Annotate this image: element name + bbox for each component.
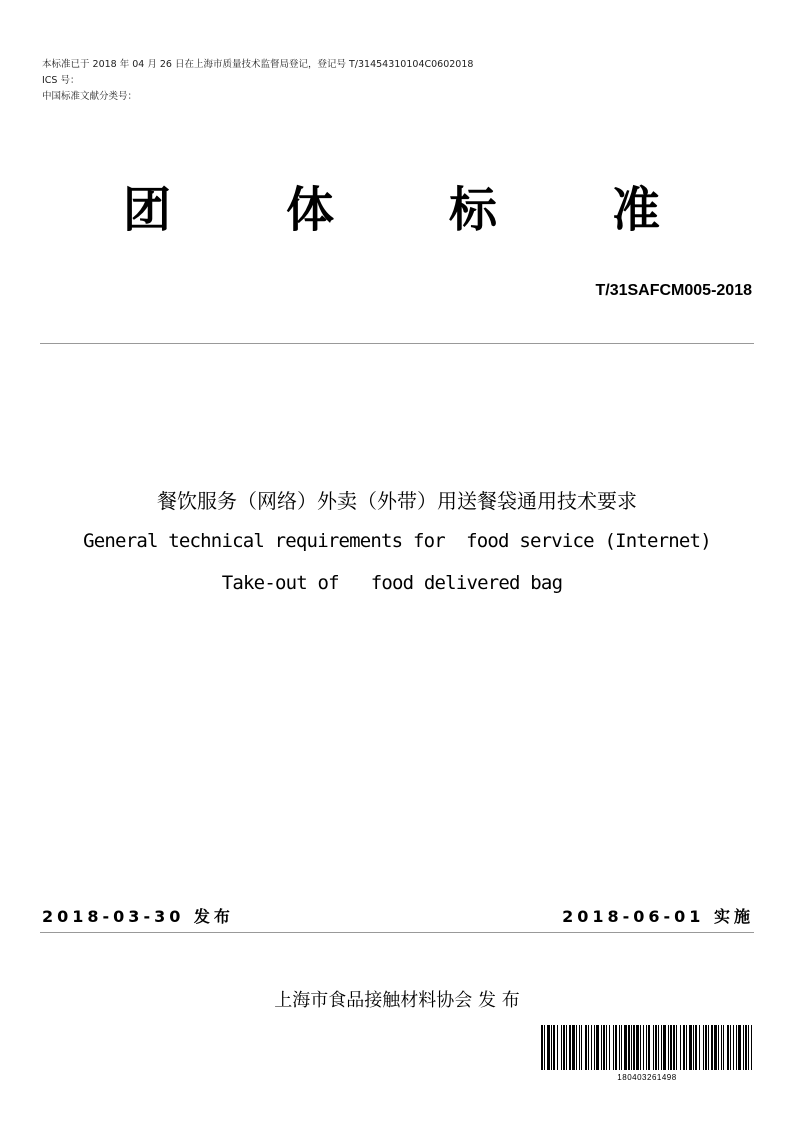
standard-code: T/31SAFCM005-2018 bbox=[595, 282, 752, 299]
barcode-bar bbox=[609, 1025, 610, 1070]
barcode-bar bbox=[576, 1025, 577, 1070]
barcode-bar bbox=[643, 1025, 644, 1070]
barcode-bar bbox=[693, 1025, 694, 1070]
barcode-bar bbox=[683, 1025, 685, 1070]
barcode-bar bbox=[646, 1025, 647, 1070]
barcode-bar bbox=[553, 1025, 555, 1070]
barcode-bar bbox=[631, 1025, 632, 1070]
title-char: 标 bbox=[449, 182, 498, 238]
barcode-bar bbox=[676, 1025, 677, 1070]
barcode-bar bbox=[686, 1025, 687, 1070]
barcode-bar bbox=[745, 1025, 747, 1070]
barcode-bar bbox=[680, 1025, 681, 1070]
barcode-bar bbox=[661, 1025, 662, 1070]
barcode-bar bbox=[621, 1025, 622, 1070]
barcode-bar bbox=[544, 1025, 545, 1070]
barcode-bar bbox=[588, 1025, 589, 1070]
barcode-bar bbox=[557, 1025, 558, 1070]
barcode-bar bbox=[711, 1025, 713, 1070]
barcode-bar bbox=[703, 1025, 704, 1070]
barcode-bar bbox=[727, 1025, 729, 1070]
barcode-bar bbox=[708, 1025, 709, 1070]
barcode-bar bbox=[663, 1025, 666, 1070]
registration-line: 本标准已于 2018 年 04 月 26 日在上海市质量技术监督局登记，登记号 T/31454310104C0602018 bbox=[42, 59, 474, 70]
barcode-bar bbox=[563, 1025, 565, 1070]
barcode-bar bbox=[718, 1025, 719, 1070]
barcode-bar bbox=[561, 1025, 562, 1070]
barcode-bar bbox=[695, 1025, 697, 1070]
barcode-bar bbox=[655, 1025, 657, 1070]
barcode-bar bbox=[594, 1025, 595, 1070]
barcode-bar bbox=[743, 1025, 744, 1070]
registration-info bbox=[42, 57, 473, 105]
barcode-bar bbox=[668, 1025, 669, 1070]
barcode-bar bbox=[572, 1025, 575, 1070]
document-type-title bbox=[0, 182, 794, 242]
header-divider bbox=[40, 343, 754, 344]
barcode-bar bbox=[730, 1025, 731, 1070]
classification-number: 中国标准文献分类号： bbox=[42, 91, 138, 102]
barcode-bar bbox=[624, 1025, 627, 1070]
title-english-line2: Take-out of food delivered bag bbox=[221, 572, 563, 594]
barcode-bar bbox=[748, 1025, 749, 1070]
barcode-bar bbox=[628, 1025, 630, 1070]
title-char: 体 bbox=[286, 182, 335, 238]
barcode-bar bbox=[601, 1025, 602, 1070]
barcode-bar bbox=[673, 1025, 675, 1070]
barcode-number: 180403261498 bbox=[617, 1073, 677, 1082]
title-char: 准 bbox=[612, 182, 661, 238]
barcode-bar bbox=[636, 1025, 639, 1070]
barcode-bar bbox=[751, 1025, 752, 1070]
title-english-line1: General technical requirements for food service (Internet) bbox=[83, 530, 711, 552]
barcode-bar bbox=[613, 1025, 614, 1070]
barcode-bar bbox=[547, 1025, 550, 1070]
title-chinese: 餐饮服务（网络）外卖（外带）用送餐袋通用技术要求 bbox=[157, 489, 637, 513]
barcode-bar bbox=[606, 1025, 607, 1070]
barcode-bar bbox=[723, 1025, 724, 1070]
barcode-bar bbox=[581, 1025, 582, 1070]
barcode-bar bbox=[736, 1025, 737, 1070]
ics-number: ICS 号： bbox=[42, 75, 80, 86]
barcode-bar bbox=[689, 1025, 692, 1070]
barcode-bar bbox=[705, 1025, 707, 1070]
publisher: 上海市食品接触材料协会 发 布 bbox=[274, 990, 520, 1011]
barcode-bar bbox=[585, 1025, 587, 1070]
barcode-bar bbox=[699, 1025, 700, 1070]
footer-divider bbox=[40, 932, 754, 933]
barcode-bar bbox=[738, 1025, 741, 1070]
barcode-bar bbox=[633, 1025, 635, 1070]
title-char: 团 bbox=[123, 182, 172, 238]
implement-date: 2018-06-01 实施 bbox=[562, 907, 754, 926]
barcode-bar bbox=[640, 1025, 641, 1070]
barcode-bar bbox=[721, 1025, 722, 1070]
barcode-bar bbox=[541, 1025, 543, 1070]
barcode-bar bbox=[596, 1025, 599, 1070]
barcode-bar bbox=[591, 1025, 592, 1070]
barcode-bar bbox=[658, 1025, 659, 1070]
barcode-bar bbox=[579, 1025, 580, 1070]
publish-date: 2018-03-30 发布 bbox=[42, 907, 234, 926]
barcode-bar bbox=[733, 1025, 734, 1070]
barcode-bar bbox=[551, 1025, 552, 1070]
barcode-bar bbox=[603, 1025, 605, 1070]
barcode-bar bbox=[714, 1025, 717, 1070]
barcode-bar bbox=[615, 1025, 617, 1070]
barcode-bar bbox=[653, 1025, 654, 1070]
barcode-bar bbox=[566, 1025, 567, 1070]
barcode-bar bbox=[569, 1025, 571, 1070]
barcode-icon bbox=[541, 1025, 753, 1070]
barcode-bar bbox=[648, 1025, 650, 1070]
barcode-bar bbox=[670, 1025, 672, 1070]
barcode-bar bbox=[619, 1025, 620, 1070]
